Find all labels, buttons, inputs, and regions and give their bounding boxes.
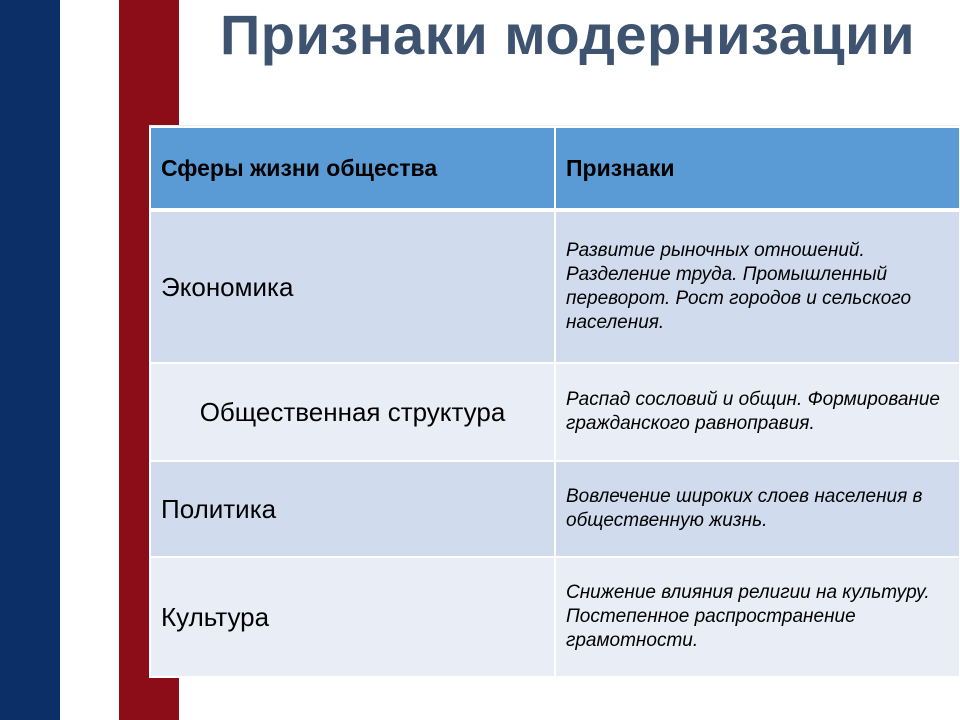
signs-cell: Вовлечение широких слоев населения в общественную жизнь.	[555, 461, 960, 557]
modernization-table	[149, 126, 960, 678]
table-row	[150, 363, 960, 461]
column-header-signs: Признаки	[555, 127, 960, 210]
modernization-table-container	[149, 125, 959, 677]
table-row	[150, 557, 960, 677]
sphere-cell: Общественная структура	[150, 363, 555, 461]
table-header-row	[150, 127, 960, 210]
sphere-cell: Культура	[150, 557, 555, 677]
table-row	[150, 461, 960, 557]
signs-cell: Распад сословий и общин. Формирование гражданского равноправия.	[555, 363, 960, 461]
table-row	[150, 210, 960, 363]
column-header-spheres: Сферы жизни общества	[150, 127, 555, 210]
slide-title: Признаки модернизации	[220, 4, 916, 66]
blue-stripe-decoration	[0, 0, 60, 720]
signs-cell: Развитие рыночных отношений. Разделение труда. Промышленный переворот. Рост городов и сельского населения.	[555, 210, 960, 363]
sphere-cell: Политика	[150, 461, 555, 557]
signs-cell: Снижение влияния религии на культуру. Постепенное распространение грамотности.	[555, 557, 960, 677]
sphere-cell: Экономика	[150, 210, 555, 363]
